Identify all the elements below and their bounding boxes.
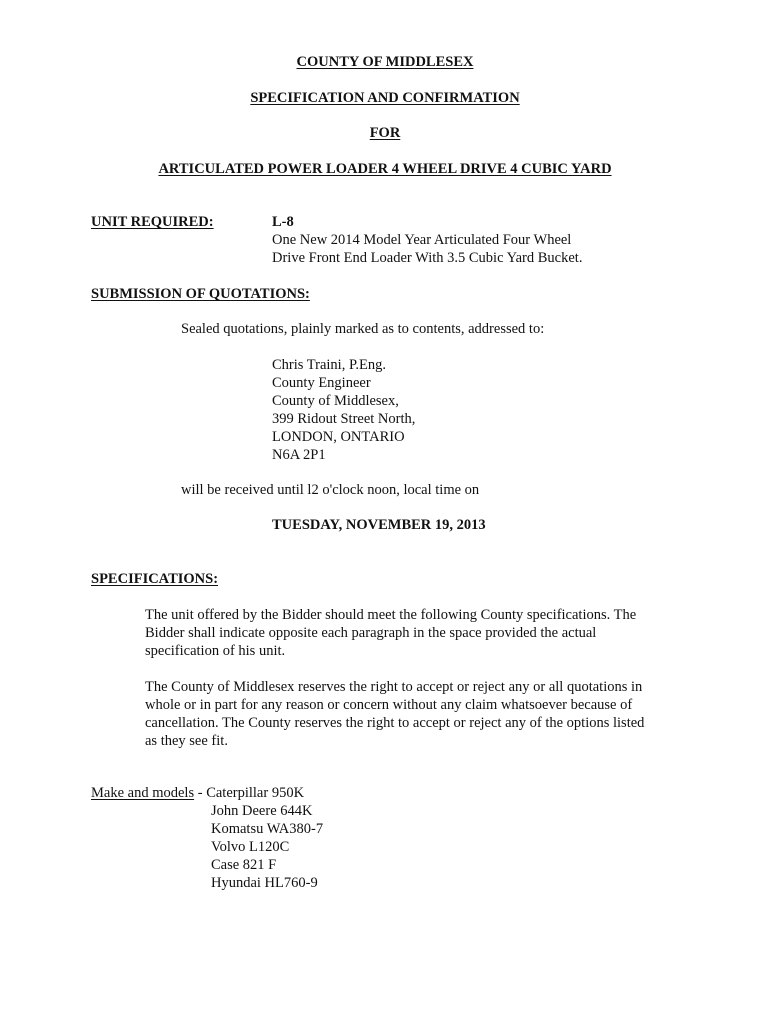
paragraph-line: whole or in part for any reason or concern without any claim whatsoever because of xyxy=(145,697,633,713)
unit-description-line: One New 2014 Model Year Articulated Four Wheel xyxy=(272,232,572,248)
submission-intro: Sealed quotations, plainly marked as to contents, addressed to: xyxy=(181,321,545,337)
address-line: Chris Traini, P.Eng. xyxy=(272,357,387,373)
address-line: N6A 2P1 xyxy=(272,447,326,463)
document-title: SPECIFICATION AND CONFIRMATION xyxy=(250,90,520,106)
unit-required-label: UNIT REQUIRED: xyxy=(91,214,214,230)
models-separator: - xyxy=(194,785,207,801)
model-item: John Deere 644K xyxy=(211,803,313,819)
specifications-heading: SPECIFICATIONS: xyxy=(91,571,219,587)
paragraph-line: specification of his unit. xyxy=(145,643,286,659)
unit-description xyxy=(272,231,582,267)
model-item: Volvo L120C xyxy=(211,839,290,855)
deadline-date: TUESDAY, NOVEMBER 19, 2013 xyxy=(272,517,486,533)
address-line: County of Middlesex, xyxy=(272,393,399,409)
subject-heading: ARTICULATED POWER LOADER 4 WHEEL DRIVE 4 CUBIC YARD xyxy=(158,161,612,177)
submission-heading: SUBMISSION OF QUOTATIONS: xyxy=(91,286,310,302)
models-label: Make and models xyxy=(91,785,195,801)
paragraph-line: as they see fit. xyxy=(145,733,228,749)
model-item: Komatsu WA380-7 xyxy=(211,821,324,837)
specifications-paragraph-1 xyxy=(145,606,675,660)
address-line: LONDON, ONTARIO xyxy=(272,429,405,445)
specifications-paragraph-2 xyxy=(145,678,675,750)
deadline-text: will be received until l2 o'clock noon, local time on xyxy=(181,482,480,498)
models-list xyxy=(211,802,323,892)
model-item: Case 821 F xyxy=(211,857,277,873)
unit-description-line: Drive Front End Loader With 3.5 Cubic Yard Bucket. xyxy=(272,250,583,266)
paragraph-line: The County of Middlesex reserves the right to accept or reject any or all quotations in xyxy=(145,679,643,695)
mailing-address xyxy=(272,356,415,464)
address-line: County Engineer xyxy=(272,375,371,391)
for-heading: FOR xyxy=(369,125,401,141)
county-heading: COUNTY OF MIDDLESEX xyxy=(296,54,474,70)
model-item: Hyundai HL760-9 xyxy=(211,875,318,891)
unit-code: L-8 xyxy=(272,214,294,230)
paragraph-line: The unit offered by the Bidder should meet the following County specifications. The xyxy=(145,607,637,623)
paragraph-line: Bidder shall indicate opposite each paragraph in the space provided the actual xyxy=(145,625,597,641)
address-line: 399 Ridout Street North, xyxy=(272,411,416,427)
paragraph-line: cancellation. The County reserves the right to accept or reject any of the options listed xyxy=(145,715,645,731)
model-item: Caterpillar 950K xyxy=(206,785,305,801)
models-header-line xyxy=(91,784,304,802)
